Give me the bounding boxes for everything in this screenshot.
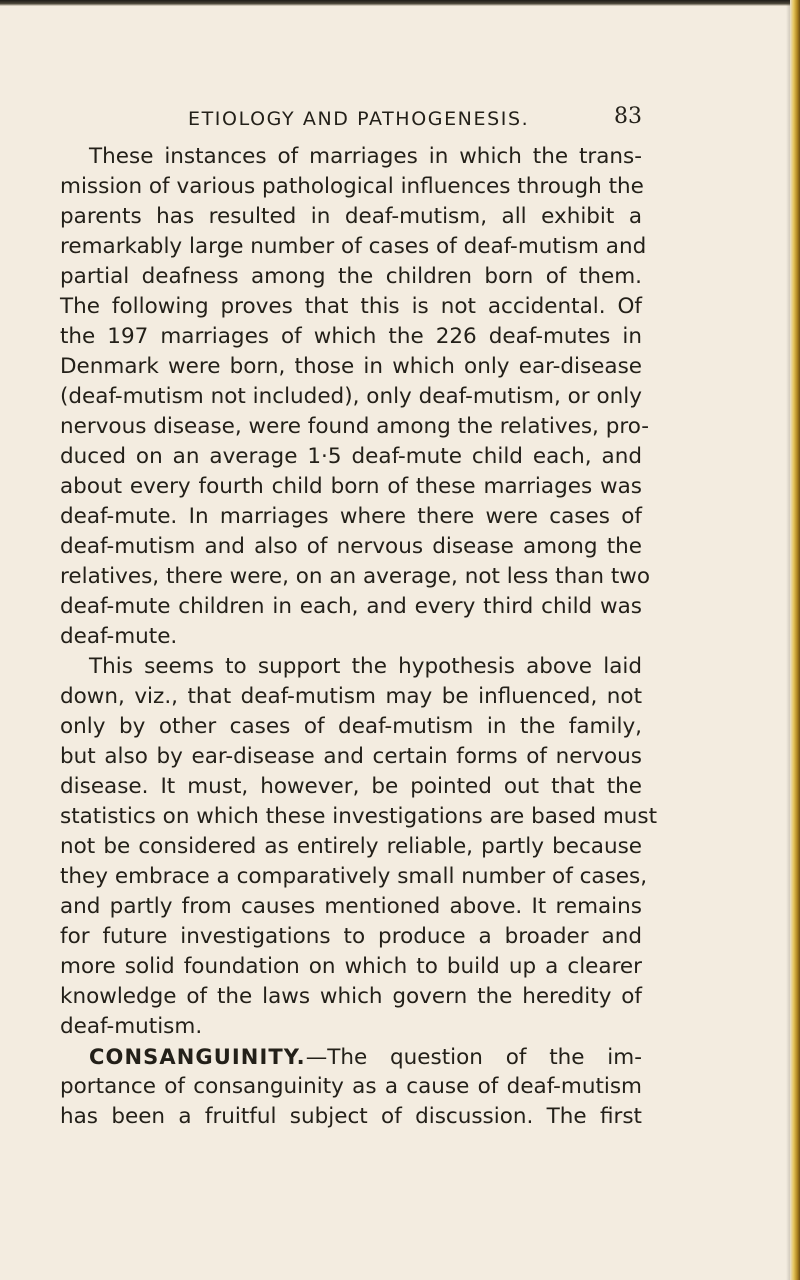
section-heading: CONSANGUINITY. <box>89 1045 306 1069</box>
page-number: 83 <box>614 104 642 129</box>
text-line: parents has resulted in deaf-mutism, all exhibit a <box>60 204 642 229</box>
text-line: the 197 marriages of which the 226 deaf-mutes in <box>60 324 642 349</box>
text-line: deaf-mute. <box>60 624 178 649</box>
text-line: but also by ear-disease and certain forms of nervous <box>60 744 642 769</box>
text-line: disease. It must, however, be pointed out that the <box>60 774 642 799</box>
text-line: only by other cases of deaf-mutism in the family, <box>60 714 642 739</box>
text-line: Denmark were born, those in which only ear-disease <box>60 354 642 379</box>
text-line: remarkably large number of cases of deaf-mutism and <box>60 234 647 259</box>
text-line: down, viz., that deaf-mutism may be influenced, not <box>60 684 642 709</box>
text-line: These instances of marriages in which the trans- <box>89 144 642 169</box>
text-line: statistics on which these investigations are based must <box>60 804 658 829</box>
text-line: has been a fruitful subject of discussion. The first <box>60 1104 642 1129</box>
text-line: mission of various pathological influences through the <box>60 174 644 199</box>
text-line: deaf-mutism and also of nervous disease among the <box>60 534 642 559</box>
section-heading-continuation: —The question of the im- <box>305 1045 642 1070</box>
body-text <box>60 142 658 1132</box>
text-line: duced on an average 1·5 deaf-mute child each, and <box>60 444 642 469</box>
text-line: they embrace a comparatively small number of cases, <box>60 864 648 889</box>
text-line: portance of consanguinity as a cause of deaf-mutism <box>60 1074 642 1099</box>
book-edge <box>790 0 800 1280</box>
text-line: more solid foundation on which to build up a clearer <box>60 954 642 979</box>
page-top-edge <box>0 0 790 6</box>
text-line: The following proves that this is not accidental. Of <box>60 294 642 319</box>
running-head <box>60 104 642 138</box>
text-line: partial deafness among the children born of them. <box>60 264 642 289</box>
running-head-title: ETIOLOGY AND PATHOGENESIS. <box>188 108 530 130</box>
text-line: (deaf-mutism not included), only deaf-mutism, or only <box>60 384 642 409</box>
text-line: deaf-mutism. <box>60 1014 203 1039</box>
text-line: This seems to support the hypothesis above laid <box>89 654 642 679</box>
consanguinity-first-line <box>60 1042 642 1072</box>
text-line: knowledge of the laws which govern the heredity of <box>60 984 642 1009</box>
text-line: for future investigations to produce a broader and <box>60 924 642 949</box>
text-line: nervous disease, were found among the relatives, pro- <box>60 414 650 439</box>
text-line: and partly from causes mentioned above. It remains <box>60 894 642 919</box>
text-line: deaf-mute. In marriages where there were cases of <box>60 504 642 529</box>
text-line: relatives, there were, on an average, not less than two <box>60 564 651 589</box>
text-line: deaf-mute children in each, and every third child was <box>60 594 642 619</box>
text-line: about every fourth child born of these marriages was <box>60 474 642 499</box>
text-line: not be considered as entirely reliable, partly because <box>60 834 642 859</box>
